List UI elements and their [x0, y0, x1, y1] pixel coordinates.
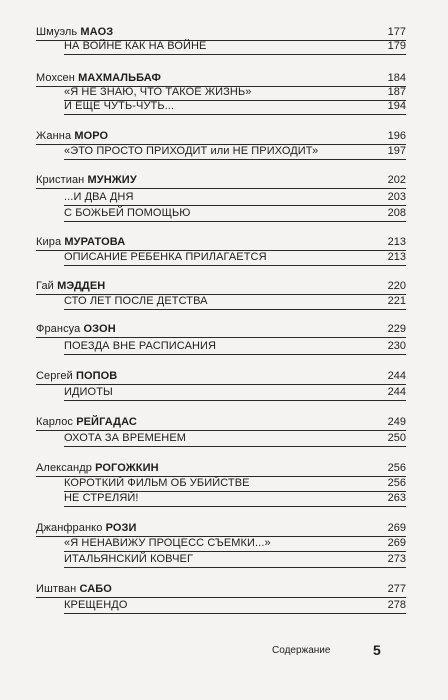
page-number: 269	[387, 522, 406, 534]
author-name	[36, 583, 112, 595]
author-first-name: Гай	[36, 280, 54, 292]
footer-section-label: Содержание	[272, 645, 331, 656]
page-number: 250	[387, 432, 406, 444]
page-number: 273	[387, 553, 406, 565]
page-number: 208	[387, 207, 406, 219]
separator-rule	[64, 551, 406, 552]
separator-rule	[64, 613, 406, 614]
entry-title: «Я НЕ ЗНАЮ, ЧТО ТАКОЕ ЖИЗНЬ»	[64, 86, 252, 98]
author-surname: МУРАТОВА	[64, 236, 126, 248]
page-number: 249	[387, 416, 406, 428]
entry-row	[0, 251, 448, 273]
entry-row	[0, 340, 448, 362]
author-surname: МАОЗ	[80, 26, 114, 38]
page-number: 179	[387, 40, 406, 52]
page-number: 187	[387, 86, 406, 98]
page-number: 263	[387, 492, 406, 504]
author-first-name: Джанфранко	[36, 522, 103, 534]
separator-rule	[64, 205, 406, 206]
author-name	[36, 174, 137, 186]
separator-rule	[64, 354, 406, 355]
entry-row	[0, 100, 448, 122]
separator-rule	[36, 430, 406, 431]
author-name	[36, 72, 161, 84]
author-name	[36, 280, 105, 292]
author-surname: РОГОЖКИН	[95, 462, 159, 474]
author-name	[36, 26, 113, 38]
separator-rule	[36, 597, 406, 598]
author-surname: МУНЖИУ	[87, 174, 137, 186]
author-name	[36, 236, 125, 248]
page-number: 277	[387, 583, 406, 595]
entry-title: КОРОТКИЙ ФИЛЬМ ОБ УБИЙСТВЕ	[64, 477, 250, 489]
entry-row	[0, 386, 448, 408]
separator-rule	[64, 400, 406, 401]
separator-rule	[64, 114, 406, 115]
author-surname: МАХМАЛЬБАФ	[78, 72, 161, 84]
separator-rule	[64, 567, 406, 568]
entry-row	[0, 40, 448, 62]
separator-rule	[64, 54, 406, 55]
author-first-name: Александр	[36, 462, 92, 474]
entry-title: ПОЕЗДА ВНЕ РАСПИСАНИЯ	[64, 340, 217, 352]
page-number: 256	[387, 477, 406, 489]
page-number: 220	[387, 280, 406, 292]
entry-title: НЕ СТРЕЛЯЙ!	[64, 492, 139, 504]
author-surname: МЭДДЕН	[57, 280, 106, 292]
author-first-name: Кира	[36, 236, 62, 248]
author-name	[36, 416, 137, 428]
entry-title: ИДИОТЫ	[64, 386, 113, 398]
entry-row	[0, 492, 448, 514]
page-number: 194	[387, 100, 406, 112]
entry-row	[0, 145, 448, 167]
page-number: 177	[387, 26, 406, 38]
entry-row	[0, 207, 448, 229]
author-name	[36, 323, 116, 335]
entry-row	[0, 599, 448, 621]
author-first-name: Мохсен	[36, 72, 75, 84]
separator-rule	[64, 265, 406, 266]
page-number: 244	[387, 386, 406, 398]
author-name	[36, 522, 137, 534]
author-first-name: Кристиан	[36, 174, 85, 186]
author-first-name: Сергей	[36, 370, 73, 382]
author-first-name: Шмуэль	[36, 26, 78, 38]
entry-title: ИТАЛЬЯНСКИЙ КОВЧЕГ	[64, 553, 193, 565]
author-surname: САБО	[79, 583, 112, 595]
page-number: 278	[387, 599, 406, 611]
page-number: 230	[387, 340, 406, 352]
separator-rule	[64, 309, 406, 310]
entry-title: «ЭТО ПРОСТО ПРИХОДИТ или НЕ ПРИХОДИТ»	[64, 145, 319, 157]
page-number: 269	[387, 537, 406, 549]
author-first-name: Карлос	[36, 416, 74, 428]
page-number: 229	[387, 323, 406, 335]
page-number: 256	[387, 462, 406, 474]
author-name	[36, 370, 117, 382]
author-surname: МОРО	[74, 130, 109, 142]
entry-title: «Я НЕНАВИЖУ ПРОЦЕСС СЪЕМКИ...»	[64, 537, 271, 549]
page-number: 221	[387, 295, 406, 307]
author-surname: ОЗОН	[83, 323, 116, 335]
author-surname: ПОПОВ	[75, 370, 118, 382]
entry-title: КРЕЩЕНДО	[64, 599, 128, 611]
entry-title: С БОЖЬЕЙ ПОМОЩЬЮ	[64, 207, 191, 219]
page-number: 202	[387, 174, 406, 186]
entry-row	[0, 432, 448, 454]
separator-rule	[64, 159, 406, 160]
footer-page-number: 5	[373, 642, 381, 658]
author-name	[36, 130, 108, 142]
author-first-name: Франсуа	[36, 323, 81, 335]
entry-title: И ЕЩЕ ЧУТЬ-ЧУТЬ...	[64, 100, 175, 112]
separator-rule	[36, 188, 406, 189]
page-number: 213	[387, 251, 406, 263]
page-number: 196	[387, 130, 406, 142]
separator-rule	[64, 506, 406, 507]
author-surname: РОЗИ	[105, 522, 137, 534]
separator-rule	[64, 221, 406, 222]
entry-title: НА ВОЙНЕ КАК НА ВОЙНЕ	[64, 40, 207, 52]
page-number: 184	[387, 72, 406, 84]
page-number: 244	[387, 370, 406, 382]
entry-title: ...И ДВА ДНЯ	[64, 191, 134, 203]
entry-row	[0, 553, 448, 575]
separator-rule	[64, 446, 406, 447]
entry-title: СТО ЛЕТ ПОСЛЕ ДЕТСТВА	[64, 295, 208, 307]
author-first-name: Жанна	[36, 130, 72, 142]
separator-rule	[36, 337, 406, 338]
separator-rule	[36, 384, 406, 385]
author-first-name: Иштван	[36, 583, 77, 595]
entry-row	[0, 295, 448, 317]
author-surname: РЕЙГАДАС	[76, 416, 137, 428]
page-number: 203	[387, 191, 406, 203]
page-number: 197	[387, 145, 406, 157]
author-name	[36, 462, 159, 474]
entry-title: ОХОТА ЗА ВРЕМЕНЕМ	[64, 432, 187, 444]
entry-title: ОПИСАНИЕ РЕБЕНКА ПРИЛАГАЕТСЯ	[64, 251, 267, 263]
page-number: 213	[387, 236, 406, 248]
